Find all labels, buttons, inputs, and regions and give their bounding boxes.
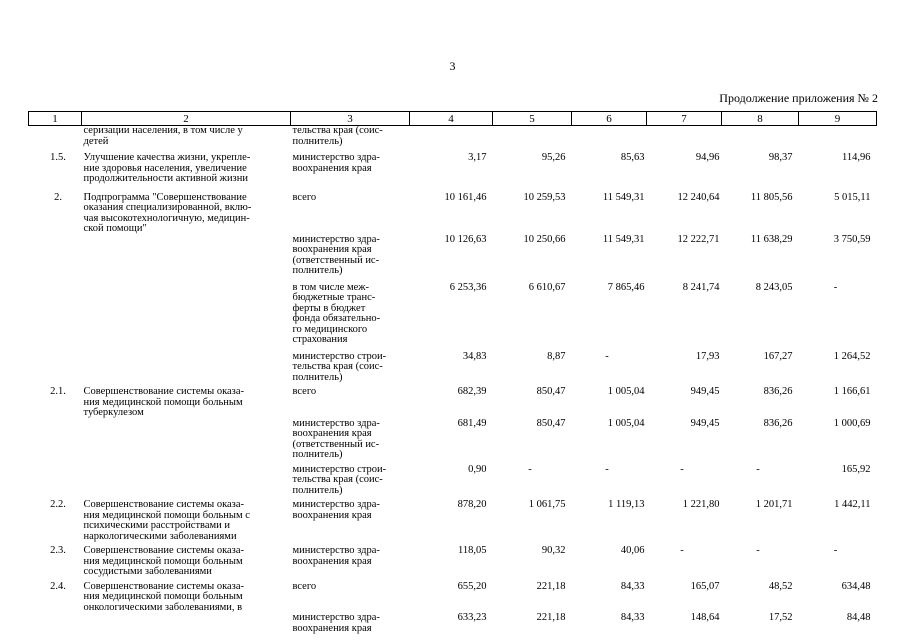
value-cell-text: 118,05: [458, 545, 487, 556]
value-cell: [493, 419, 572, 461]
value-cell-text: 12 240,64: [677, 191, 720, 203]
table-row: [29, 185, 877, 235]
item-name: [82, 578, 291, 614]
table-row: [29, 578, 877, 614]
row-number-text: 2.: [54, 191, 62, 203]
column-header: 4: [410, 112, 493, 126]
value-cell-text: 167,27: [763, 350, 793, 362]
value-cell-text: 165,07: [690, 580, 720, 592]
executor: [291, 461, 410, 497]
value-cell-text: 90,32: [541, 545, 566, 556]
value-cell-text: 114,96: [842, 152, 871, 163]
value-cell-text: -: [605, 463, 609, 475]
value-cell-text: 1 221,80: [682, 499, 720, 510]
value-cell-text: 48,52: [768, 580, 793, 592]
value-cell-text: 10 126,63: [444, 233, 487, 245]
value-cell: [410, 185, 493, 235]
value-cell: [410, 419, 493, 461]
page-number: 3: [449, 59, 456, 73]
value-cell: [799, 147, 877, 185]
item-name-text: Совершенствование системы оказа- ния медицинской помощи больным сосудистыми заболеваниями: [83, 545, 244, 577]
item-name: [82, 235, 291, 277]
table-row: [29, 496, 877, 542]
executor: [291, 235, 410, 277]
value-cell-text: 11 549,31: [602, 233, 645, 245]
value-cell-text: 11 549,31: [602, 191, 645, 203]
executor-text: в том числе меж- бюджетные транс- ферты в бюджет фонда обязательно- го медицинского страхования: [292, 281, 381, 345]
value-cell-text: 98,37: [768, 152, 793, 163]
value-cell: [410, 235, 493, 277]
value-cell: [410, 383, 493, 419]
value-cell-text: 3 750,59: [833, 233, 871, 245]
row-number: [29, 383, 82, 419]
value-cell-text: 12 222,71: [677, 233, 720, 245]
value-cell: [493, 383, 572, 419]
executor: [291, 613, 410, 634]
continuation-label: Продолжение приложения № 2: [719, 91, 878, 105]
value-cell-text: 1 000,69: [833, 417, 871, 429]
value-cell: [722, 126, 799, 148]
item-name: [82, 419, 291, 461]
row-number-text: 1.5.: [50, 152, 66, 163]
value-cell: [799, 419, 877, 461]
value-cell-text: 221,18: [536, 580, 566, 592]
executor: [291, 277, 410, 346]
row-number: [29, 277, 82, 346]
value-cell: [722, 346, 799, 384]
value-cell: [493, 461, 572, 497]
value-cell: [722, 542, 799, 578]
value-cell-text: 681,49: [457, 417, 487, 429]
budget-table: [28, 111, 877, 634]
item-name-text: Совершенствование системы оказа- ния медицинской помощи больным туберкулезом: [83, 386, 244, 418]
value-cell: [722, 419, 799, 461]
value-cell: [647, 235, 722, 277]
value-cell-text: 7 865,46: [607, 281, 645, 293]
table-row: [29, 461, 877, 497]
executor: [291, 383, 410, 419]
value-cell-text: -: [756, 463, 760, 475]
value-cell: [647, 578, 722, 614]
item-name: [82, 383, 291, 419]
value-cell-text: 1 264,52: [833, 350, 871, 362]
row-number: [29, 235, 82, 277]
value-cell: [799, 277, 877, 346]
value-cell-text: 5 015,11: [834, 191, 871, 203]
value-cell: [722, 496, 799, 542]
value-cell-text: 682,39: [457, 386, 487, 397]
executor-text: министерство строи- тельства края (соис- полнитель): [292, 463, 387, 496]
value-cell: [572, 235, 647, 277]
item-name-text: Совершенствование системы оказа- ния медицинской помощи больным онкологическими заболеваниями, в: [83, 580, 244, 613]
value-cell: [493, 126, 572, 148]
value-cell: [647, 126, 722, 148]
value-cell: [493, 147, 572, 185]
column-header: 3: [291, 112, 410, 126]
table-row: [29, 419, 877, 461]
executor-text: всего: [292, 191, 317, 203]
value-cell-text: 836,26: [763, 417, 793, 429]
row-number: [29, 346, 82, 384]
value-cell: [493, 277, 572, 346]
value-cell: [572, 461, 647, 497]
value-cell-text: -: [680, 545, 684, 556]
value-cell-text: -: [833, 281, 838, 293]
value-cell: [410, 613, 493, 634]
row-number: [29, 613, 82, 634]
value-cell: [647, 185, 722, 235]
value-cell-text: 633,23: [457, 612, 487, 623]
value-cell: [722, 185, 799, 235]
value-cell: [572, 126, 647, 148]
executor-text: министерство здра- воохранения края: [292, 152, 380, 174]
value-cell-text: 634,48: [841, 580, 871, 592]
item-name: [82, 496, 291, 542]
value-cell: [410, 346, 493, 384]
value-cell: [647, 496, 722, 542]
value-cell-text: 165,92: [841, 463, 871, 475]
executor-text: всего: [292, 386, 317, 397]
column-header: 7: [647, 112, 722, 126]
row-number-text: 2.3.: [50, 545, 66, 556]
value-cell: [572, 419, 647, 461]
value-cell-text: 3,17: [468, 152, 487, 163]
value-cell-text: 10 259,53: [523, 191, 566, 203]
row-number: [29, 147, 82, 185]
value-cell: [493, 613, 572, 634]
value-cell: [799, 126, 877, 148]
value-cell: [572, 185, 647, 235]
value-cell-text: 655,20: [457, 580, 487, 592]
value-cell: [410, 542, 493, 578]
value-cell: [799, 578, 877, 614]
table-row: [29, 542, 877, 578]
row-number: [29, 578, 82, 614]
value-cell: [799, 346, 877, 384]
value-cell: [799, 461, 877, 497]
value-cell-text: 850,47: [536, 386, 566, 397]
value-cell-text: 8 241,74: [682, 281, 720, 293]
executor: [291, 542, 410, 578]
executor: [291, 147, 410, 185]
item-name-text: серизации населения, в том числе у детей: [83, 125, 243, 147]
value-cell: [493, 542, 572, 578]
value-cell: [410, 277, 493, 346]
item-name: [82, 277, 291, 346]
value-cell-text: 84,48: [846, 612, 871, 623]
value-cell: [572, 147, 647, 185]
item-name: [82, 147, 291, 185]
value-cell-text: 11 638,29: [750, 233, 793, 245]
table-body: [29, 126, 877, 635]
item-name: [82, 126, 291, 148]
value-cell-text: 1 119,13: [608, 499, 645, 510]
table-row: [29, 613, 877, 634]
header-row: [29, 112, 877, 126]
executor-text: министерство здра- воохранения края (ответственный ис- полнитель): [292, 417, 380, 460]
executor-text: министерство строи- тельства края (соис- полнитель): [292, 350, 387, 383]
value-cell: [410, 147, 493, 185]
value-cell-text: -: [833, 545, 838, 556]
table-row: [29, 235, 877, 277]
value-cell: [572, 613, 647, 634]
executor-text: всего: [292, 580, 317, 592]
value-cell-text: 94,96: [695, 152, 720, 163]
value-cell-text: 0,90: [468, 463, 487, 475]
row-number: [29, 126, 82, 148]
column-header: 1: [29, 112, 82, 126]
executor: [291, 185, 410, 235]
value-cell: [799, 496, 877, 542]
value-cell-text: 850,47: [536, 417, 566, 429]
executor: [291, 346, 410, 384]
value-cell: [799, 235, 877, 277]
value-cell: [799, 542, 877, 578]
row-number-text: 2.2.: [50, 499, 66, 510]
item-name-text: Подпрограмма "Совершенствование оказания специализированной, вклю- чая высокотехнологичную, медицин- ской помощи": [83, 191, 252, 234]
column-header: 8: [722, 112, 799, 126]
value-cell: [572, 578, 647, 614]
value-cell: [722, 277, 799, 346]
value-cell-text: 1 442,11: [834, 499, 871, 510]
executor-text: министерство здра- воохранения края: [292, 499, 380, 521]
value-cell-text: 85,63: [620, 152, 645, 163]
column-header: 6: [572, 112, 647, 126]
value-cell-text: -: [756, 545, 760, 556]
value-cell-text: -: [680, 463, 684, 475]
value-cell: [799, 383, 877, 419]
value-cell-text: -: [528, 463, 532, 475]
value-cell-text: 8,87: [547, 350, 566, 362]
column-header: 5: [493, 112, 572, 126]
item-name: [82, 185, 291, 235]
value-cell-text: 17,52: [768, 612, 793, 623]
column-header: 9: [799, 112, 877, 126]
value-cell: [410, 578, 493, 614]
value-cell: [722, 147, 799, 185]
row-number: [29, 419, 82, 461]
value-cell: [647, 277, 722, 346]
value-cell-text: 11 805,56: [750, 191, 793, 203]
value-cell: [410, 496, 493, 542]
value-cell-text: 221,18: [536, 612, 566, 623]
value-cell: [647, 346, 722, 384]
item-name: [82, 346, 291, 384]
value-cell-text: 6 610,67: [528, 281, 566, 293]
row-number: [29, 461, 82, 497]
value-cell: [493, 185, 572, 235]
row-number: [29, 496, 82, 542]
column-header: 2: [82, 112, 291, 126]
value-cell-text: 95,26: [541, 152, 566, 163]
value-cell-text: 84,33: [620, 612, 645, 623]
row-number: [29, 185, 82, 235]
value-cell: [722, 461, 799, 497]
value-cell-text: 34,83: [462, 350, 487, 362]
value-cell: [799, 185, 877, 235]
value-cell: [722, 383, 799, 419]
value-cell: [647, 147, 722, 185]
value-cell-text: 1 005,04: [607, 417, 645, 429]
value-cell: [799, 613, 877, 634]
item-name: [82, 461, 291, 497]
value-cell: [647, 542, 722, 578]
value-cell: [647, 613, 722, 634]
value-cell: [572, 496, 647, 542]
value-cell: [572, 383, 647, 419]
value-cell: [410, 126, 493, 148]
executor-text: министерство здра- воохранения края: [292, 545, 380, 567]
value-cell: [722, 578, 799, 614]
value-cell-text: 878,20: [457, 499, 487, 510]
value-cell-text: 10 161,46: [444, 191, 487, 203]
value-cell: [572, 346, 647, 384]
value-cell-text: 17,93: [695, 350, 720, 362]
item-name: [82, 613, 291, 634]
executor-text: министерство здра- воохранения края (ответственный ис- полнитель): [292, 233, 380, 276]
table-row: [29, 147, 877, 185]
value-cell: [493, 235, 572, 277]
value-cell: [572, 277, 647, 346]
value-cell: [647, 461, 722, 497]
executor-text: министерство здра- воохранения края: [292, 612, 380, 634]
value-cell-text: 949,45: [690, 386, 720, 397]
executor: [291, 419, 410, 461]
value-cell: [410, 461, 493, 497]
value-cell-text: 10 250,66: [523, 233, 566, 245]
row-number-text: 2.4.: [50, 580, 66, 592]
value-cell: [722, 235, 799, 277]
value-cell-text: 1 166,61: [833, 386, 871, 397]
table-row: [29, 126, 877, 148]
item-name: [82, 542, 291, 578]
executor: [291, 578, 410, 614]
value-cell-text: 84,33: [620, 580, 645, 592]
value-cell-text: 148,64: [690, 612, 720, 623]
value-cell: [493, 496, 572, 542]
executor: [291, 126, 410, 148]
table-row: [29, 277, 877, 346]
table-row: [29, 346, 877, 384]
value-cell-text: 1 201,71: [755, 499, 793, 510]
value-cell-text: 1 061,75: [528, 499, 566, 510]
value-cell: [493, 346, 572, 384]
item-name-text: Улучшение качества жизни, укрепле- ние здоровья населения, увеличение продолжительности активной жизни: [83, 152, 251, 184]
table-row: [29, 383, 877, 419]
value-cell-text: 8 243,05: [755, 281, 793, 293]
executor-text: тельства края (соис- полнитель): [292, 125, 383, 147]
value-cell: [647, 419, 722, 461]
value-cell-text: 6 253,36: [449, 281, 487, 293]
value-cell-text: 1 005,04: [607, 386, 645, 397]
executor: [291, 496, 410, 542]
value-cell: [647, 383, 722, 419]
item-name-text: Совершенствование системы оказа- ния медицинской помощи больным с психическими расстройствами и наркологическими заболеваниями: [83, 499, 250, 542]
row-number: [29, 542, 82, 578]
value-cell: [722, 613, 799, 634]
value-cell-text: 949,45: [690, 417, 720, 429]
value-cell-text: 836,26: [763, 386, 793, 397]
value-cell-text: -: [605, 350, 609, 362]
value-cell: [572, 542, 647, 578]
value-cell: [493, 578, 572, 614]
value-cell-text: 40,06: [620, 545, 645, 556]
row-number-text: 2.1.: [50, 386, 66, 397]
